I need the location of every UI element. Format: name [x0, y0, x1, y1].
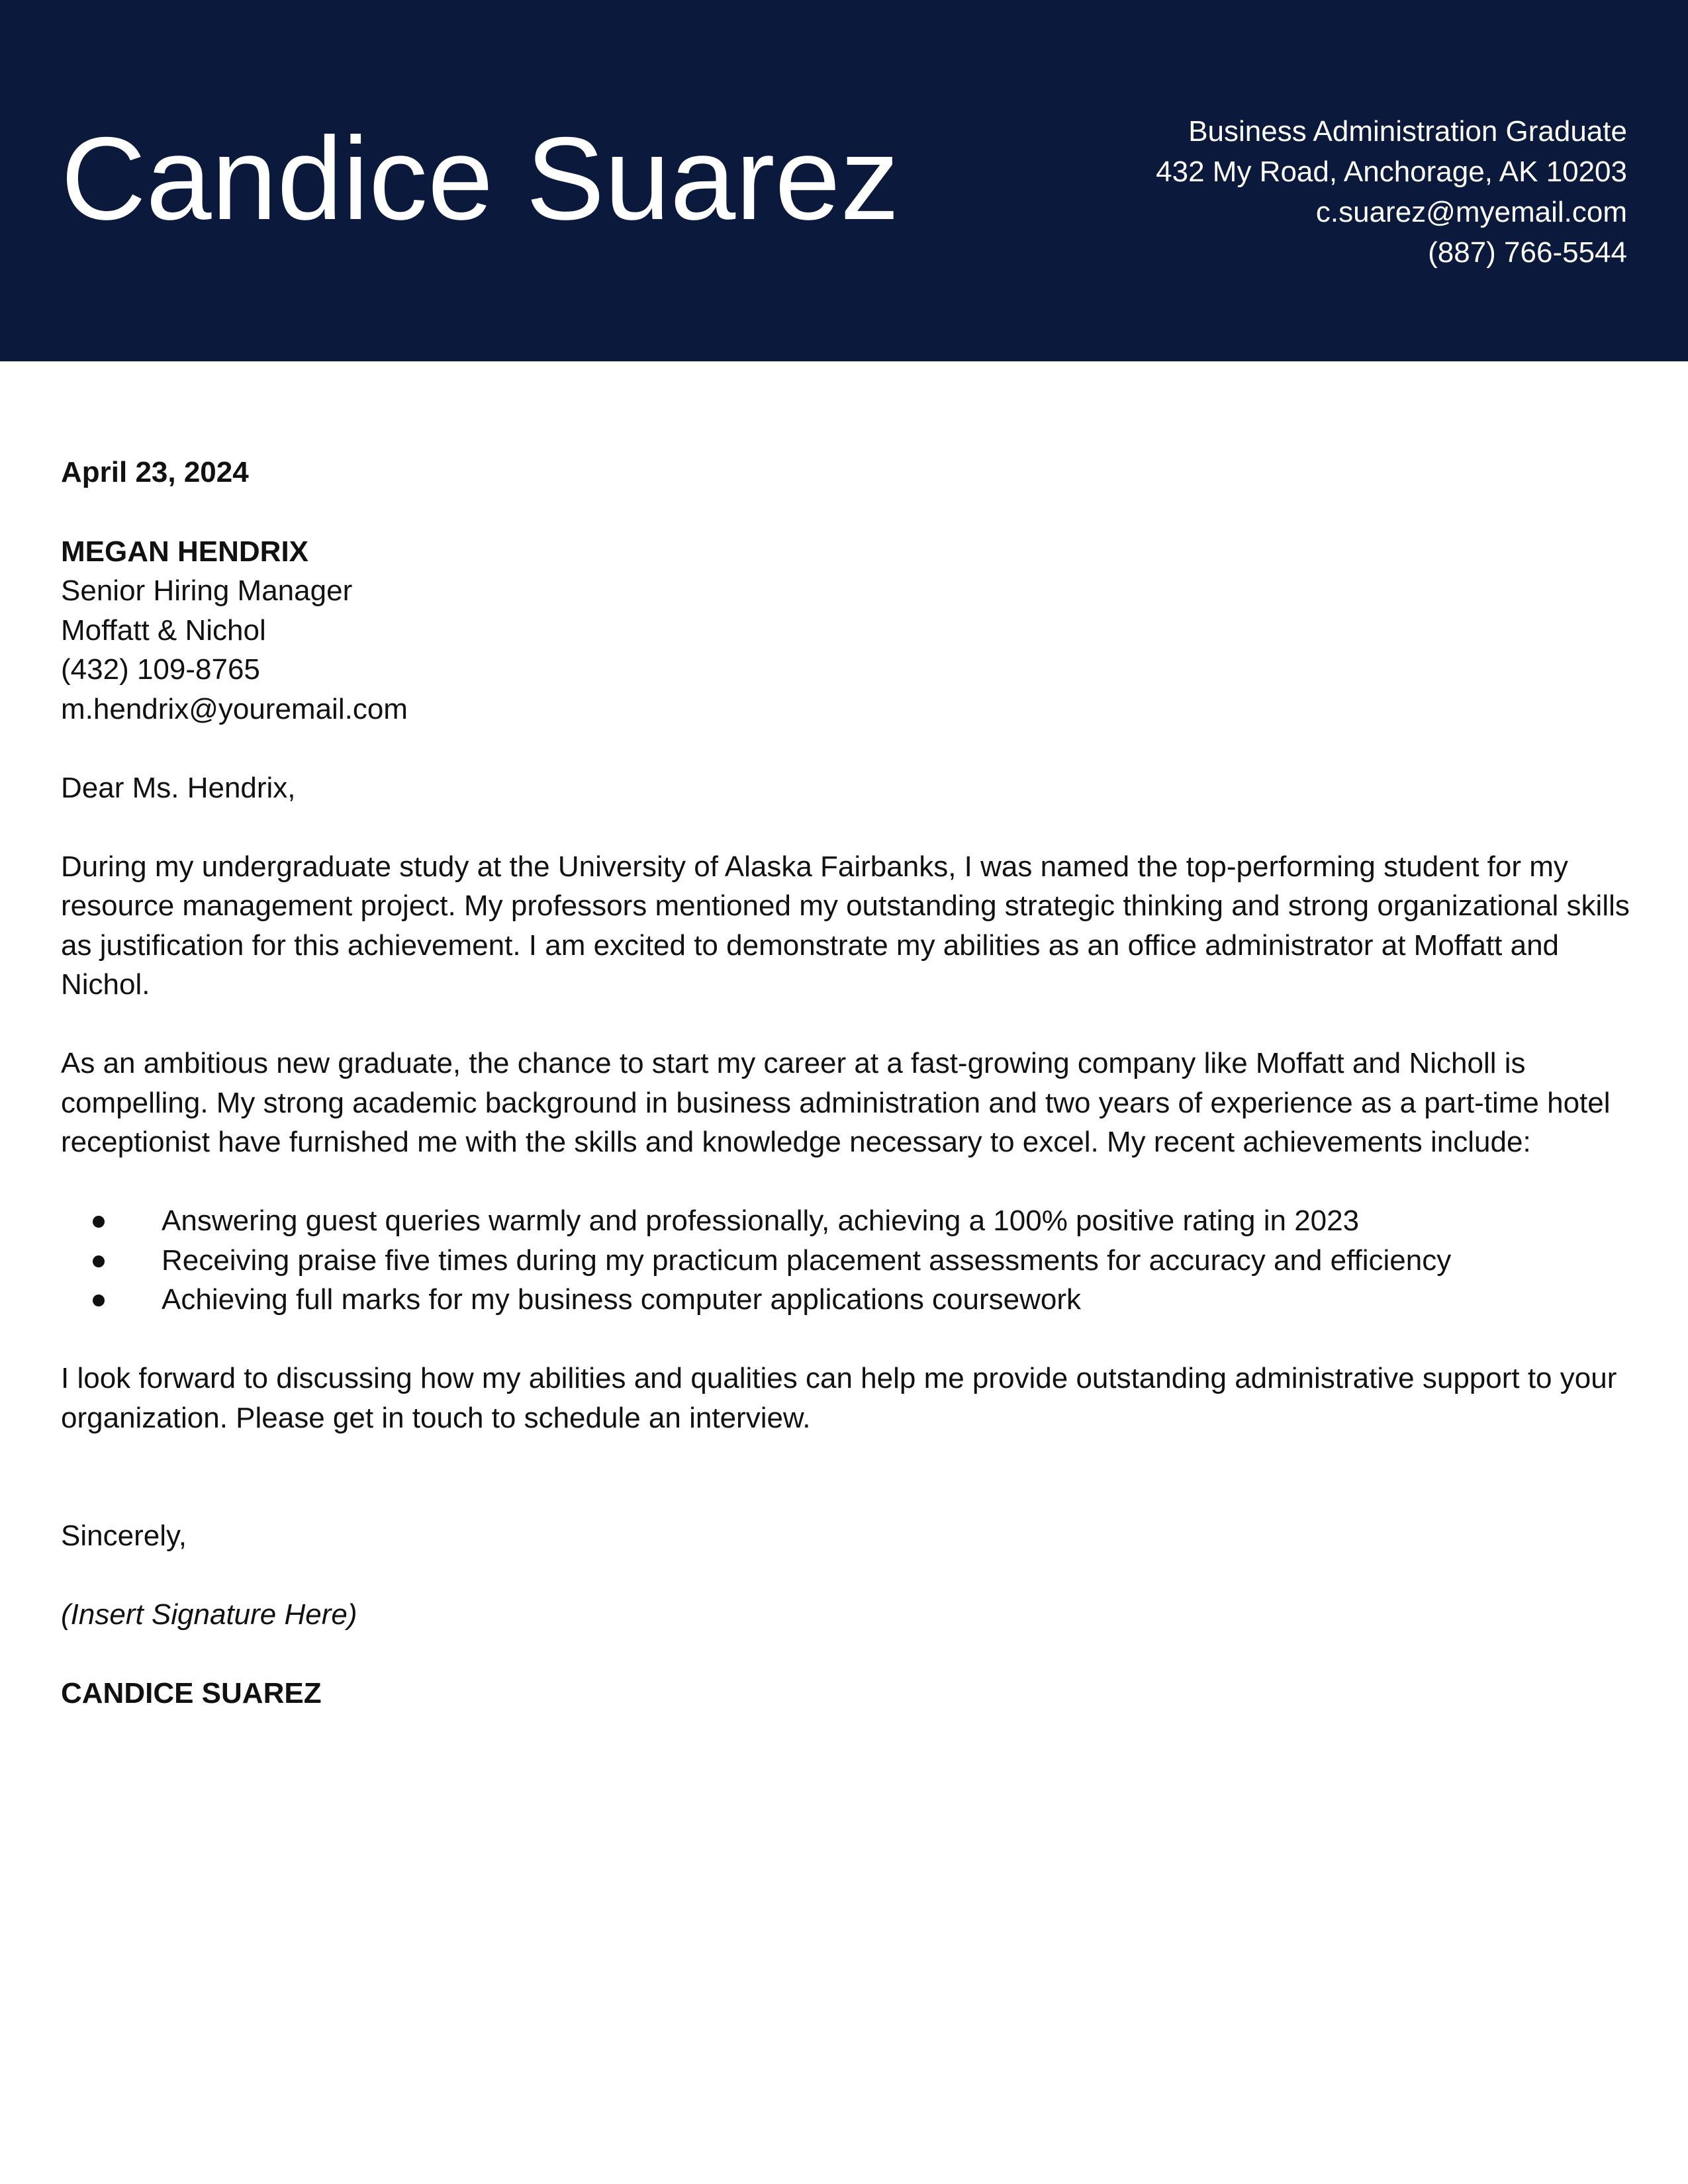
recipient-title: Senior Hiring Manager	[61, 574, 353, 607]
signature-placeholder: (Insert Signature Here)	[61, 1598, 357, 1631]
list-item	[61, 1201, 1636, 1241]
achievement-text: Answering guest queries warmly and professionally, achieving a 100% positive rating in 2023	[162, 1205, 1360, 1237]
applicant-contact-block	[1031, 111, 1627, 273]
bullet-icon	[93, 1295, 105, 1306]
header-banner	[0, 0, 1688, 361]
recipient-name: MEGAN HENDRIX	[61, 535, 309, 568]
sender-name: CANDICE SUAREZ	[61, 1677, 322, 1709]
list-item	[61, 1280, 1636, 1320]
letter-date: April 23, 2024	[61, 456, 249, 488]
closing: Sincerely,	[61, 1520, 187, 1552]
applicant-phone: (887) 766-5544	[1428, 236, 1627, 269]
recipient-phone: (432) 109-8765	[61, 653, 260, 686]
letter-body	[61, 453, 1636, 1713]
spacer	[61, 807, 1636, 847]
spacer	[61, 1477, 1636, 1517]
spacer	[61, 1437, 1636, 1477]
paragraph-motivation: As an ambitious new graduate, the chance to start my career at a fast-growing company like Moffatt and Nicholl is compelling. My strong academic background in business administration and two years of experience as a part-time hotel receptionist have furnished me with the skills and knowledge necessary to excel. My recent achievements include:	[61, 1047, 1611, 1158]
salutation: Dear Ms. Hendrix,	[61, 771, 296, 804]
spacer	[61, 729, 1636, 768]
paragraph-closing: I look forward to discussing how my abilities and qualities can help me provide outstanding administrative support to your organization. Please get in touch to schedule an interview.	[61, 1362, 1617, 1434]
achievements-list	[61, 1201, 1636, 1320]
recipient-email: m.hendrix@youremail.com	[61, 692, 408, 725]
achievement-text: Achieving full marks for my business computer applications coursework	[162, 1283, 1082, 1316]
bullet-icon	[93, 1216, 105, 1228]
recipient-block	[61, 532, 1636, 729]
paragraph-intro: During my undergraduate study at the University of Alaska Fairbanks, I was named the top-performing student for my resource management project. My professors mentioned my outstanding strategic thinking and strong organizational skills as justification for this achievement. I am excited to demonstrate my abilities as an office administrator at Moffatt and Nichol.	[61, 850, 1630, 1001]
spacer	[61, 1635, 1636, 1674]
spacer	[61, 1320, 1636, 1359]
applicant-address: 432 My Road, Anchorage, AK 10203	[1156, 156, 1627, 188]
applicant-title: Business Administration Graduate	[1188, 115, 1627, 148]
achievement-text: Receiving praise five times during my practicum placement assessments for accuracy and efficiency	[162, 1244, 1452, 1277]
recipient-company: Moffatt & Nichol	[61, 614, 266, 647]
spacer	[61, 1162, 1636, 1202]
spacer	[61, 1556, 1636, 1596]
applicant-email: c.suarez@myemail.com	[1315, 196, 1627, 228]
list-item	[61, 1241, 1636, 1281]
applicant-name: Candice Suarez	[61, 113, 900, 244]
bullet-icon	[93, 1255, 105, 1267]
spacer	[61, 1005, 1636, 1044]
